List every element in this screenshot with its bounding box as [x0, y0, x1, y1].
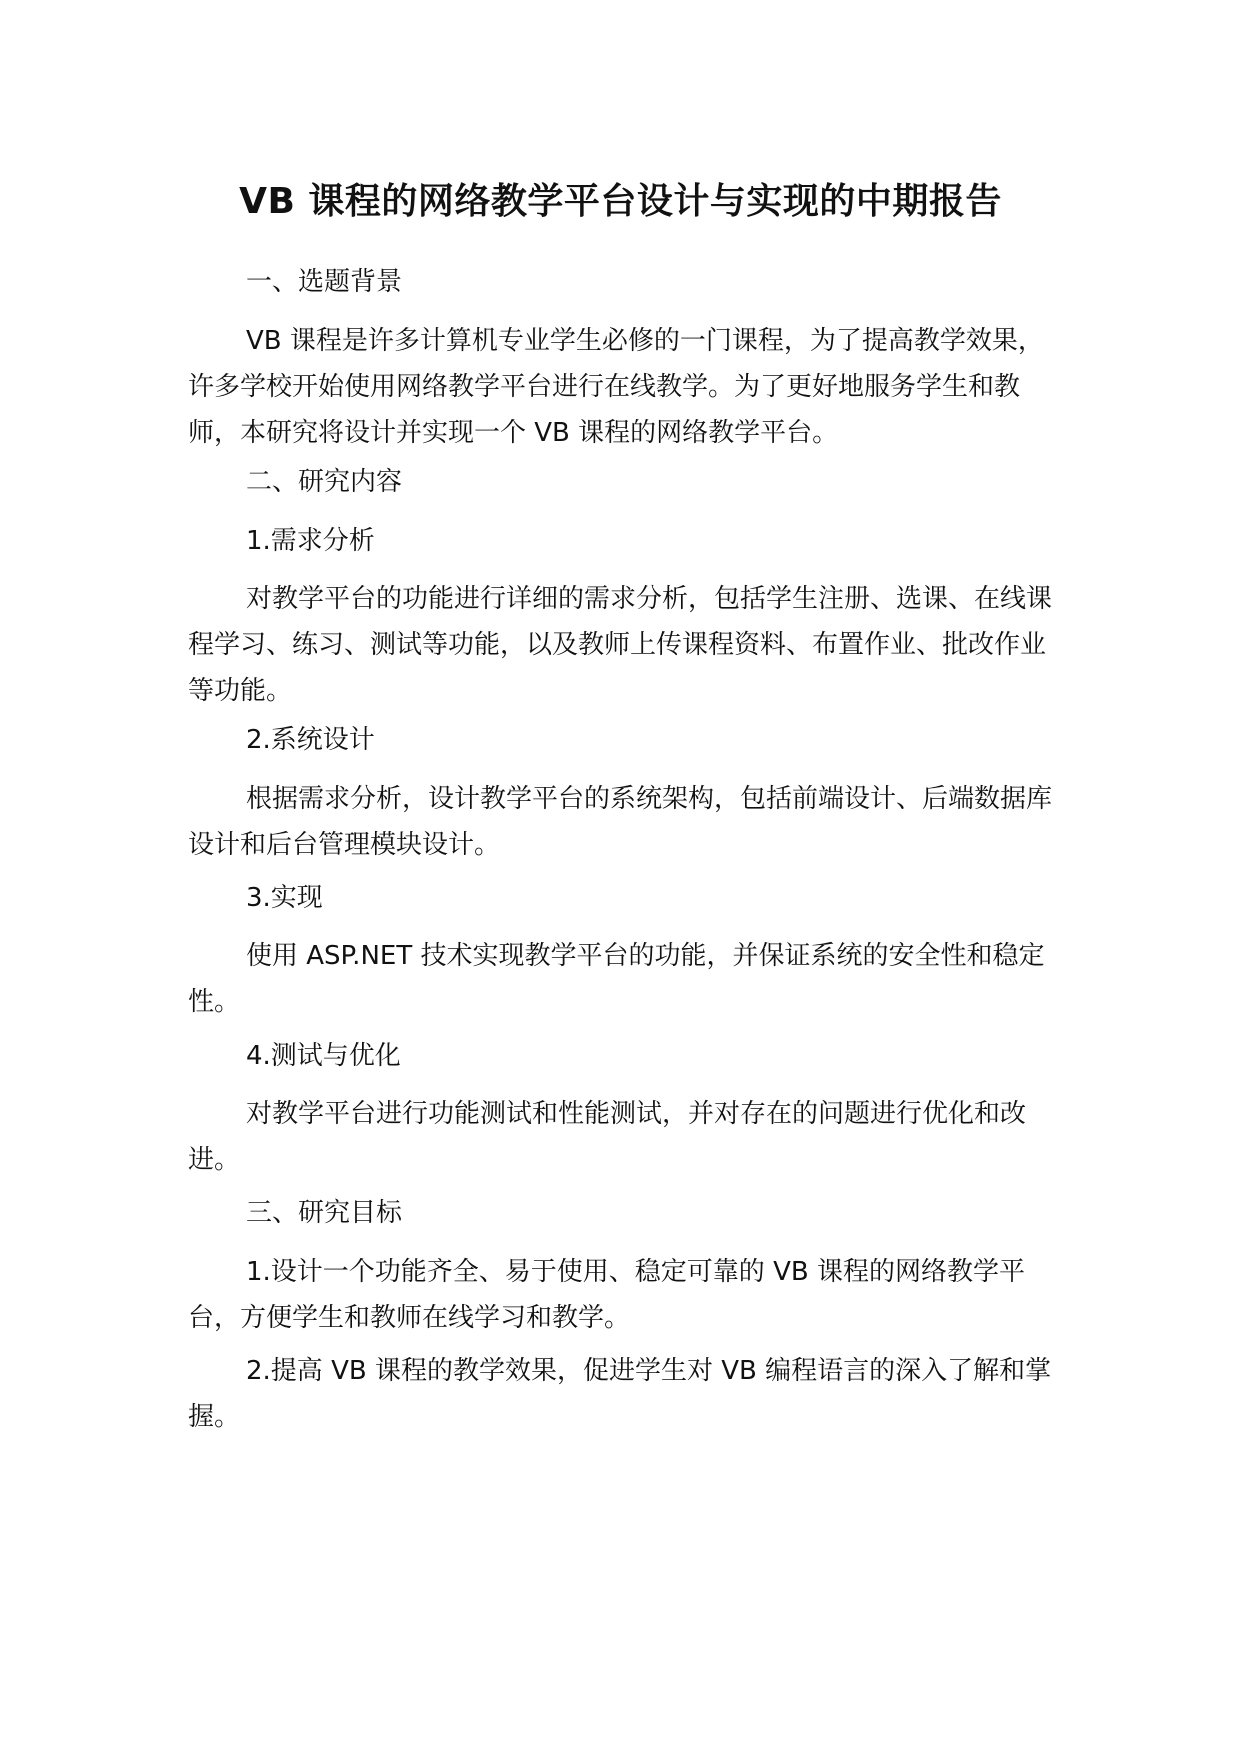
paragraph-background: VB 课程是许多计算机专业学生必修的一门课程，为了提高教学效果，许多学校开始使用网络教学平台进行在线教学。为了更好地服务学生和教师，本研究将设计并实现一个 VB 课程的网络教学平台。 [188, 326, 1044, 448]
subheading-system-design: 2.系统设计 [246, 725, 375, 755]
subheading-testing: 4.测试与优化 [246, 1041, 401, 1071]
section-heading-background: 一、选题背景 [246, 267, 403, 297]
subheading-requirements: 1.需求分析 [246, 526, 375, 556]
paragraph-implementation: 使用 ASP.NET 技术实现教学平台的功能，并保证系统的安全性和稳定性。 [188, 941, 1045, 1017]
paragraph-requirements: 对教学平台的功能进行详细的需求分析，包括学生注册、选课、在线课程学习、练习、测试等功能，以及教师上传课程资料、布置作业、批改作业等功能。 [188, 584, 1053, 706]
paragraph-goal-2: 2.提高 VB 课程的教学效果，促进学生对 VB 编程语言的深入了解和掌握。 [188, 1356, 1052, 1432]
document-title: VB 课程的网络教学平台设计与实现的中期报告 [239, 181, 1002, 222]
subheading-implementation: 3.实现 [246, 883, 323, 913]
section-heading-goals: 三、研究目标 [246, 1198, 403, 1228]
paragraph-goal-1: 1.设计一个功能齐全、易于使用、稳定可靠的 VB 课程的网络教学平台，方便学生和教师在线学习和教学。 [188, 1257, 1025, 1333]
paragraph-system-design: 根据需求分析，设计教学平台的系统架构，包括前端设计、后端数据库设计和后台管理模块设计。 [188, 784, 1053, 860]
paragraph-testing: 对教学平台进行功能测试和性能测试，并对存在的问题进行优化和改进。 [188, 1099, 1027, 1175]
section-heading-content: 二、研究内容 [246, 467, 403, 497]
